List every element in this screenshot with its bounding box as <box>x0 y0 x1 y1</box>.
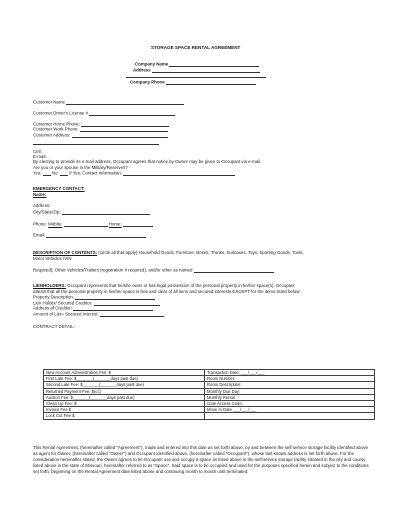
customer-address-field <box>33 133 168 138</box>
customer-address-label: Customer Address: <box>33 132 71 138</box>
lien-creditor-address-line[interactable] <box>73 306 153 311</box>
contract-cell[interactable]: Room Number: <box>205 376 375 382</box>
military-question: Are you or your spouse in the Military/Reserves? <box>33 165 128 170</box>
table-row <box>44 413 375 419</box>
military-answer-row <box>33 171 235 176</box>
customer-cell-label: Cell: <box>33 149 42 154</box>
contract-cell[interactable]: First Late Fee: $_______(_______days past due) <box>44 376 205 382</box>
customer-work-phone-field <box>33 127 168 132</box>
customer-license-field <box>33 111 175 116</box>
company-phone-line[interactable] <box>166 80 256 85</box>
company-phone-field <box>130 80 256 85</box>
customer-license-line[interactable] <box>89 111 175 116</box>
emergency-city-label: City/State/Zip: <box>33 209 61 215</box>
emergency-phone-field <box>33 222 153 227</box>
emergency-email-line[interactable] <box>46 233 146 238</box>
contract-cell[interactable]: Monthly Rental: <box>205 394 375 400</box>
customer-email-label: E-mail: <box>33 154 47 159</box>
contract-cell[interactable]: Gate Access Code: <box>205 400 375 406</box>
military-contact-label: If Yes, Contact Information: <box>69 170 122 176</box>
emergency-address-label: Address: <box>33 203 51 208</box>
lien-holder-label: Lien Holder/ Secured Creditor: <box>33 300 93 306</box>
contract-cell[interactable]: Lock Cut Fee $ <box>44 413 205 419</box>
lien-creditor-address-label: Address of Creditor: <box>33 305 73 311</box>
contract-cell[interactable]: Move In Date ___/___/___ <box>205 407 375 413</box>
customer-name-line[interactable] <box>66 100 184 105</box>
lienholders-line-2: attests that all the personal property in his/her space is free and clear of all liens and secured interests EXCEPT for the items listed below: <box>33 289 301 294</box>
contents-line-2: Motor Vehicles /VIN <box>33 256 72 261</box>
contract-cell[interactable]: Invoice Fee $ <box>44 407 205 413</box>
contents-text: (circle all that apply) Household Goods, Furniture, Boxes, Trunks, Suitcases, Toys, Sporting Goods, Tools, <box>98 250 304 255</box>
lien-amount-label: Amount of Lien- Secured Interest: <box>33 311 99 317</box>
emergency-city-line[interactable] <box>62 210 150 215</box>
company-address-line-2[interactable] <box>126 77 266 78</box>
lien-creditor-address-field <box>33 306 153 311</box>
contract-cell[interactable]: Transaction Date: ___/___/___ <box>205 370 375 376</box>
lien-property-label: Property Description: <box>33 294 74 300</box>
emergency-mobile-line[interactable] <box>64 222 108 227</box>
customer-license-label: Customer Driver's License # <box>33 110 89 116</box>
company-address-label: Address <box>133 67 151 73</box>
contents-other-line[interactable] <box>194 268 274 273</box>
military-no-line[interactable] <box>60 171 68 176</box>
lien-amount-line[interactable] <box>100 312 164 317</box>
customer-home-phone-label: Customer Home Phone: <box>33 121 81 127</box>
military-contact-line[interactable] <box>123 171 235 176</box>
contents-line-1 <box>33 251 304 255</box>
company-address-line[interactable] <box>152 68 260 73</box>
military-yes-line[interactable] <box>43 171 51 176</box>
contract-detail-heading: CONTRACT DETAIL: <box>33 324 75 329</box>
company-name-field <box>135 62 259 67</box>
customer-work-phone-line[interactable] <box>80 127 168 132</box>
customer-name-label: Customer Name <box>33 99 65 105</box>
lienholders-line-1 <box>33 284 295 288</box>
contract-cell[interactable]: Clean Up Fee: $ <box>44 400 205 406</box>
document-title: STORAGE SPACE RENTAL AGREEMENT <box>151 45 241 50</box>
emergency-phone-label: Phone: <box>33 221 47 227</box>
customer-address-line[interactable] <box>72 133 168 138</box>
contract-cell[interactable]: Returned Payment Fee: $(cc) <box>44 388 205 394</box>
contract-cell[interactable]: New Account Administration Fee: $ <box>44 370 205 376</box>
contents-required-line <box>33 268 274 273</box>
emergency-email-field <box>33 233 146 238</box>
lienholders-heading: LIENHOLDERS: <box>33 283 66 288</box>
contract-cell[interactable]: Room Description: <box>205 382 375 388</box>
company-name-line[interactable] <box>169 62 259 67</box>
lien-property-line[interactable] <box>75 295 155 300</box>
emergency-mobile-label: Mobile: <box>48 221 63 227</box>
agreement-paragraph: This Rental Agreement, (hereinafter called "Agreement"), made and entered into this date as set forth above, by and between the self service storage facility identified above as agent for Owner, (hereinafter called "Owner") and Occupant identified above, (hereinafter called "Occupant"), whose last known address is set forth above. For the consideration hereinafter stated, the Owner agrees to let Occupant use and occupy a space as listed above in the self-service storage facility situated in the city and county listed above in the state of Missouri, hereinafter referred to as "Space". Said space is to be occupied and used for the purposes specified herein and subject to the conditions set forth, beginning on the Rental Agreement date listed above and continuing month to month until terminated. <box>33 445 369 475</box>
customer-work-phone-label: Customer Work Phone: <box>33 126 79 132</box>
contract-cell[interactable] <box>205 413 375 419</box>
company-name-label: Company Name <box>135 61 169 67</box>
contract-cell[interactable]: Monthly Due Day: <box>205 388 375 394</box>
contents-required-text: Required), Other Vehicles/Trailers (registration # required), and/or other as named <box>33 267 193 273</box>
contract-detail-table <box>43 369 375 420</box>
emergency-name-label: Name: <box>33 192 47 197</box>
emergency-email-label: Email: <box>33 232 46 238</box>
company-phone-label: Company Phone <box>130 79 165 85</box>
lienholders-text: Occupant represents that he/she owns or has legal possession of the personal property in he/her space(s). Occupant <box>67 283 295 288</box>
lien-amount-field <box>33 312 164 317</box>
military-yes-label: Yes: <box>33 170 42 176</box>
emergency-home-label: Home: <box>108 221 122 227</box>
lien-property-field <box>33 295 155 300</box>
emergency-home-line[interactable] <box>123 222 153 227</box>
customer-name-field <box>33 100 184 105</box>
company-address-field <box>133 68 260 73</box>
contents-heading: DESCRIPTION OF CONTENTS: <box>33 250 98 255</box>
customer-address-line-2[interactable] <box>33 144 159 145</box>
emergency-heading: EMERGENCY CONTACT: <box>33 186 85 191</box>
military-no-label: No: <box>51 170 59 176</box>
email-notice: By electing to provide its e-mail address, Occupant agrees that notice by Owner may be given to Occupant via e-mail. <box>33 159 262 164</box>
emergency-city-field <box>33 210 150 215</box>
contract-cell[interactable]: Second Late Fee: $_______(_______days past due) <box>44 382 205 388</box>
contract-cell[interactable]: Auction Fee: $_______(_______days past due) <box>44 394 205 400</box>
